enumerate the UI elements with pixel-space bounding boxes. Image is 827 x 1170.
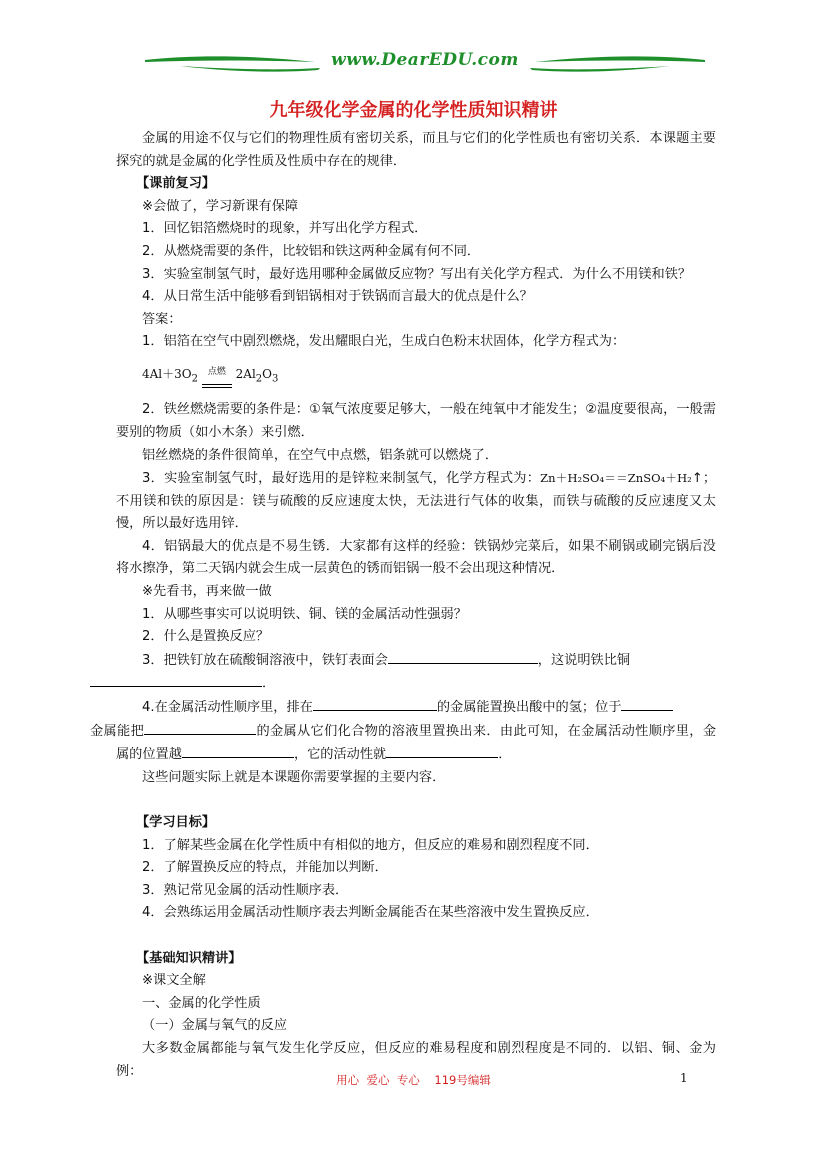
document-body xyxy=(90,128,717,1083)
intro-paragraph: 金属的用途不仅与它们的物理性质有密切关系，而且与它们的化学性质也有密切关系．本课题主要探究的就是金属的化学性质及性质中存在的规律． xyxy=(116,131,716,169)
exercise-4-text: ，它的活动性就 xyxy=(293,747,387,763)
answer-1: 1．铝箔在空气中剧烈燃烧，发出耀眼白光，生成白色粉末状固体，化学方程式为： xyxy=(142,334,626,350)
review-heading: 【课前复习】 xyxy=(136,176,216,192)
exercise-1: 1．从哪些事实可以说明铁、铜、镁的金属活动性强弱？ xyxy=(142,606,467,622)
exercise-3-end: ． xyxy=(262,676,276,692)
reaction-condition xyxy=(202,360,232,388)
review-question-3: 3．实验室制氢气时，最好选用哪种金属做反应物？写出有关化学方程式．为什么不用镁和铁？ xyxy=(142,266,692,282)
answer-2: 2．铁丝燃烧需要的条件是：①氧气浓度要足够大，一般在纯氧中才能发生；②温度要很高，一般需要别的物质（如小木条）来引燃． xyxy=(116,402,716,440)
basics-subheading: ※课文全解 xyxy=(142,973,206,989)
goal-item: 4．会熟练运用金属活动性顺序表去判断金属能否在某些溶液中发生置换反应． xyxy=(142,905,599,921)
zinc-acid-equation: Zn＋H₂SO₄＝＝ZnSO₄＋H₂ xyxy=(540,471,692,486)
goal-item: 3．熟记常见金属的活动性顺序表． xyxy=(142,882,349,898)
exercise-2: 2．什么是置换反应？ xyxy=(142,629,270,645)
fill-blank[interactable] xyxy=(313,696,437,711)
answer-3 xyxy=(116,467,716,536)
review-question-2: 2．从燃烧需要的条件，比较铝和铁这两种金属有何不同． xyxy=(142,243,481,259)
page-number: 1 xyxy=(680,1071,688,1085)
fill-blank[interactable] xyxy=(386,743,498,758)
aluminum-combustion-equation xyxy=(142,360,716,391)
fill-blank[interactable] xyxy=(388,649,538,664)
answer-label: 答案： xyxy=(142,311,182,327)
exercise-3 xyxy=(116,649,716,696)
exercise-4-text: ． xyxy=(498,747,512,763)
exercise-4-text: 金属能把 xyxy=(90,723,145,739)
paragraph-spacer xyxy=(116,789,716,812)
exercise-4-text: 4.在金属活动性顺序里，排在 xyxy=(142,700,313,716)
equation-subscript: 2 xyxy=(191,373,198,385)
fill-blank[interactable] xyxy=(144,720,256,735)
paragraph-spacer xyxy=(116,925,716,948)
exercise-4-text: 的金属能置换出酸中的氢；位于 xyxy=(436,700,622,716)
goal-item: 1．了解某些金属在化学性质中有相似的地方，但反应的难易和剧烈程度不同． xyxy=(142,837,599,853)
answer-3-text: 3．实验室制氢气时，最好选用的是锌粒来制氢气，化学方程式为： xyxy=(142,471,541,487)
review-question-1: 1．回忆铝箔燃烧时的现象，并写出化学方程式． xyxy=(142,221,428,237)
equation-reactants: 4Al＋3O xyxy=(142,366,192,381)
review-closing: 这些问题实际上就是本课题你需要掌握的主要内容． xyxy=(142,769,446,785)
fill-blank[interactable] xyxy=(90,672,262,687)
goal-item: 2．了解置换反应的特点，并能加以判断． xyxy=(142,860,388,876)
fill-blank[interactable] xyxy=(182,743,294,758)
equation-product-oxygen: O xyxy=(262,366,273,381)
basics-paragraph: 大多数金属都能与氧气发生化学反应，但反应的难易程度和剧烈程度是不同的．以铝、铜、金为例： xyxy=(116,1040,716,1079)
equation-subscript: 3 xyxy=(272,373,279,385)
answer-3-reason: ↑；不用镁和铁的原因是：镁与硫酸的反应速度太快，无法进行气体的收集，而铁与硫酸的反应速度又太慢，所以最好选用锌． xyxy=(116,471,717,532)
review-prompt: ※会做了，学习新课有保障 xyxy=(142,198,299,214)
equals-bar xyxy=(202,384,232,388)
goals-heading: 【学习目标】 xyxy=(136,815,216,831)
fill-blank[interactable] xyxy=(621,696,673,711)
basics-heading: 【基础知识精讲】 xyxy=(136,950,242,966)
answer-2b: 铝丝燃烧的条件很简单，在空气中点燃，铝条就可以燃烧了． xyxy=(142,447,499,463)
exercise-3-text: 3．把铁钉放在硫酸铜溶液中，铁钉表面会 xyxy=(142,652,388,668)
document-title: 九年级化学金属的化学性质知识精讲 xyxy=(269,100,558,121)
review-prompt-2: ※先看书，再来做一做 xyxy=(142,584,272,600)
exercise-4 xyxy=(90,696,717,767)
section-1a-title: （一）金属与氧气的反应 xyxy=(142,1018,288,1034)
answer-4: 4．铝锅最大的优点是不易生锈．大家都有这样的经验：铁锅炒完菜后，如果不刷锅或刷完锅后没将水擦净，第二天锅内就会生成一层黄色的锈而铝锅一般不会出现这种情况． xyxy=(116,538,716,577)
footer-text: 用心 爱心 专心 119号编辑 xyxy=(336,1073,491,1087)
equation-product: 2Al xyxy=(235,366,256,381)
exercise-3-middle: ，这说明铁比铜 xyxy=(537,652,631,668)
header-banner xyxy=(140,48,710,78)
equation-subscript: 2 xyxy=(255,373,263,385)
condition-label: 点燃 xyxy=(207,366,226,377)
exercise-4-text: 的金属从它们化合物的溶液里置换出来．由此可知，在金属活动性顺序里，金属的位置越 xyxy=(116,723,717,763)
site-logo-text: www.DearEDU.com xyxy=(331,50,519,70)
section-1-title: 一、金属的化学性质 xyxy=(142,995,261,1011)
review-question-4: 4．从日常生活中能够看到铝锅相对于铁锅而言最大的优点是什么？ xyxy=(142,289,533,305)
